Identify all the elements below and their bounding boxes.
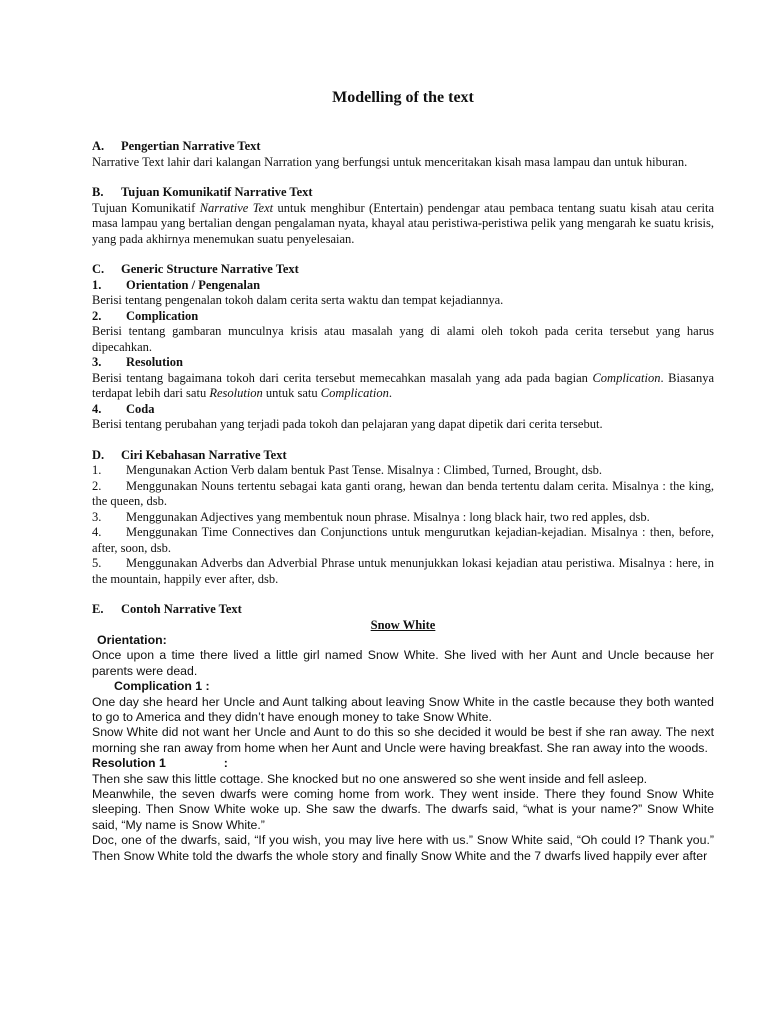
list-text: Menggunakan Time Connectives dan Conjunctions untuk mengurutkan kejadian-kejadian. Misalnya : then, before, after, soon, dsb.: [92, 525, 714, 555]
list-item: [92, 556, 714, 587]
story-resolution-text-1: Then she saw this little cottage. She knocked but no one answered so she went inside and fell asleep.: [92, 771, 648, 786]
structure-title: Resolution: [126, 355, 183, 369]
italic-run: Complication: [592, 370, 661, 385]
structure-number: 2.: [92, 308, 102, 323]
list-number: 2.: [92, 478, 102, 493]
structure-number: 1.: [92, 277, 102, 292]
story-complication-text-2: Snow White did not want her Uncle and Aunt to do this so she decided it would be best if she ran away. The next morning she ran away from home when her Aunt and Uncle were having breakfast. She ran away into the woods.: [92, 725, 714, 755]
section-a-title: Pengertian Narrative Text: [121, 139, 261, 153]
list-number: 4.: [92, 525, 102, 539]
story-complication-heading: Complication 1 :: [114, 679, 210, 694]
structure-complication-body: Berisi tentang gambaran munculnya krisis atau masalah yang di alami oleh tokoh pada cerita tersebut yang harus dipecahkan.: [92, 324, 714, 354]
story-complication-text-1: One day she heard her Uncle and Aunt talking about leaving Snow White in the castle because they both wanted to go to America and they didn’t have enough money to take Snow White.: [92, 694, 714, 725]
structure-number: 4.: [92, 401, 102, 416]
story-resolution-heading: [92, 756, 714, 771]
section-a-heading: [92, 139, 714, 155]
section-c-title: Generic Structure Narrative Text: [121, 262, 299, 276]
structure-orientation-body: Berisi tentang pengenalan tokoh dalam cerita serta waktu dan tempat kejadiannya.: [92, 293, 504, 307]
list-item: [92, 479, 714, 510]
italic-run: Resolution: [209, 386, 263, 400]
section-b-body: [92, 201, 714, 248]
list-number: 5.: [92, 556, 102, 570]
section-d-title: Ciri Kebahasan Narrative Text: [121, 447, 287, 462]
list-number: 1.: [92, 463, 102, 477]
list-text: Menggunakan Adverbs dan Adverbial Phrase untuk menunjukkan lokasi kejadian atau peristiwa. Misalnya : here, in the mountain, happily ever after, dsb.: [92, 556, 714, 586]
structure-complication-heading: [92, 309, 714, 325]
text-run: . Biasanya terdapat lebih dari satu: [92, 370, 714, 400]
list-text: Menggunakan Nouns tertentu sebagai kata ganti orang, hewan dan benda tertentu dalam cerita. Misalnya : the king, the queen, dsb.: [92, 478, 714, 508]
structure-title: Complication: [126, 308, 199, 323]
structure-resolution-heading: [92, 355, 714, 371]
structure-coda-heading: [92, 402, 714, 418]
list-text: Menggunakan Adjectives yang membentuk noun phrase. Misalnya : long black hair, two red apples, dsb.: [126, 509, 650, 524]
text-run: .: [388, 386, 392, 400]
structure-resolution-body: [92, 371, 714, 402]
section-a-letter: A.: [92, 139, 105, 153]
story-orientation-heading: Orientation:: [97, 633, 167, 647]
structure-orientation-heading: [92, 278, 714, 294]
list-item: [92, 510, 714, 526]
list-text: Mengunakan Action Verb dalam bentuk Past Tense. Misalnya : Climbed, Turned, Brought, dsb.: [126, 463, 603, 477]
section-b-body-pre: Tujuan Komunikatif: [92, 200, 200, 215]
story-body: [92, 633, 714, 864]
story-title: Snow White: [370, 617, 436, 632]
page-title: Modelling of the text: [332, 89, 474, 106]
section-e-heading: [92, 602, 714, 618]
section-c-heading: [92, 262, 714, 278]
story-resolution-label: Resolution 1: [92, 756, 166, 771]
list-item: [92, 463, 714, 479]
section-a-body: Narrative Text lahir dari kalangan Narration yang berfungsi untuk menceritakan kisah masa lampau dan untuk hiburan.: [92, 154, 688, 169]
section-d-heading: [92, 448, 714, 464]
story-resolution-colon: :: [223, 756, 228, 771]
story-orientation-text: Once upon a time there lived a little girl named Snow White. She lived with her Aunt and Uncle because her parents were dead.: [92, 648, 714, 678]
story-resolution-text-2: Meanwhile, the seven dwarfs were coming home from work. They went inside. There they found Snow White sleeping. Then Snow White woke up. She saw the dwarfs. The dwarfs said, “what is your name?” Snow White said, “My name is Snow White.”: [92, 787, 714, 832]
list-item: [92, 525, 714, 556]
section-c-letter: C.: [92, 262, 105, 276]
list-number: 3.: [92, 509, 102, 524]
text-run: untuk satu: [262, 386, 321, 400]
section-b-body-post: untuk menghibur (Entertain) pendengar atau pembaca tentang suatu kisah atau cerita masa lampau yang bertalian dengan pengalaman nyata, khayal atau peristiwa-peristiwa pelik yang mengarah ke suatu krisis, yang pada akhirnya menemukan suatu penyelesaian.: [92, 200, 714, 246]
structure-title: Coda: [126, 401, 155, 416]
structure-title: Orientation / Pengenalan: [126, 277, 261, 292]
section-b-body-italic: Narrative Text: [199, 200, 274, 215]
document-content: [92, 88, 714, 864]
section-b-heading: [92, 185, 714, 201]
italic-run: Complication: [320, 386, 389, 400]
section-b-title: Tujuan Komunikatif Narrative Text: [121, 185, 313, 199]
section-d-letter: D.: [92, 447, 105, 462]
section-e-letter: E.: [92, 602, 104, 616]
structure-coda-body: Berisi tentang perubahan yang terjadi pada tokoh dan pelajaran yang dapat dipetik dari cerita tersebut.: [92, 417, 603, 431]
story-resolution-text-3: Doc, one of the dwarfs, said, “If you wish, you may live here with us.” Snow White said, “Oh could I? Thank you.” Then Snow White told the dwarfs the whole story and finally Snow White and the 7 dwarfs lived happily ever after: [92, 833, 714, 863]
text-run: Berisi tentang bagaimana tokoh dari cerita tersebut memecahkan masalah yang ada pada bagian: [92, 370, 593, 385]
structure-number: 3.: [92, 355, 102, 369]
section-b-letter: B.: [92, 185, 104, 199]
section-e-title: Contoh Narrative Text: [121, 602, 242, 616]
